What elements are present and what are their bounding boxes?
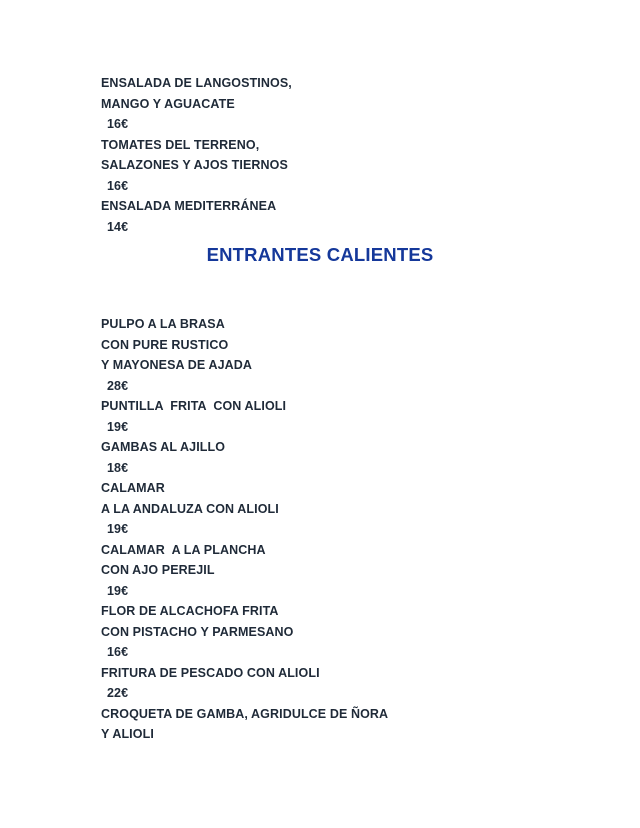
menu-item <box>101 135 292 197</box>
item-name-line: Y MAYONESA DE AJADA <box>101 358 253 372</box>
item-price: 22€ <box>107 686 129 700</box>
item-price: 19€ <box>107 419 129 434</box>
item-price: 14€ <box>107 219 129 234</box>
item-name-line: CON AJO PEREJIL <box>101 563 215 577</box>
item-name-line: PUNTILLA FRITA CON ALIOLI <box>101 399 287 413</box>
item-name-line: MANGO Y AGUACATE <box>101 96 235 111</box>
menu-item <box>101 314 388 396</box>
menu-item <box>101 704 388 745</box>
item-name-line: CALAMAR A LA PLANCHA <box>101 542 266 557</box>
item-name-line: GAMBAS AL AJILLO <box>101 440 226 454</box>
item-price: 19€ <box>107 583 129 598</box>
menu-item <box>101 540 388 602</box>
item-name-line: CON PURE RUSTICO <box>101 337 229 352</box>
cold-starters-list <box>101 73 292 237</box>
menu-item <box>101 437 388 478</box>
item-name-line: PULPO A LA BRASA <box>101 317 225 331</box>
hot-starters-list <box>101 314 388 745</box>
section-heading: ENTRANTES CALIENTES <box>206 244 434 265</box>
item-price: 16€ <box>107 178 129 193</box>
item-name-line: CON PISTACHO Y PARMESANO <box>101 624 294 639</box>
item-name-line: FRITURA DE PESCADO CON ALIOLI <box>101 665 320 680</box>
item-name-line: SALAZONES Y AJOS TIERNOS <box>101 158 288 172</box>
menu-item <box>101 73 292 135</box>
item-price: 19€ <box>107 522 129 536</box>
item-name-line: TOMATES DEL TERRENO, <box>101 137 260 152</box>
menu-item <box>101 196 292 237</box>
menu-item <box>101 478 388 540</box>
menu-item <box>101 601 388 663</box>
menu-item <box>101 663 388 704</box>
item-name-line: A LA ANDALUZA CON ALIOLI <box>101 501 279 516</box>
item-name-line: FLOR DE ALCACHOFA FRITA <box>101 604 279 618</box>
item-name-line: ENSALADA DE LANGOSTINOS, <box>101 76 292 90</box>
item-price: 28€ <box>107 378 129 393</box>
item-price: 16€ <box>107 117 129 131</box>
item-price: 16€ <box>107 645 129 659</box>
item-price: 18€ <box>107 460 129 475</box>
item-name-line: ENSALADA MEDITERRÁNEA <box>101 199 277 213</box>
item-name-line: Y ALIOLI <box>101 727 154 741</box>
item-name-line: CROQUETA DE GAMBA, AGRIDULCE DE ÑORA <box>101 706 389 721</box>
menu-item <box>101 396 388 437</box>
item-name-line: CALAMAR <box>101 481 165 495</box>
